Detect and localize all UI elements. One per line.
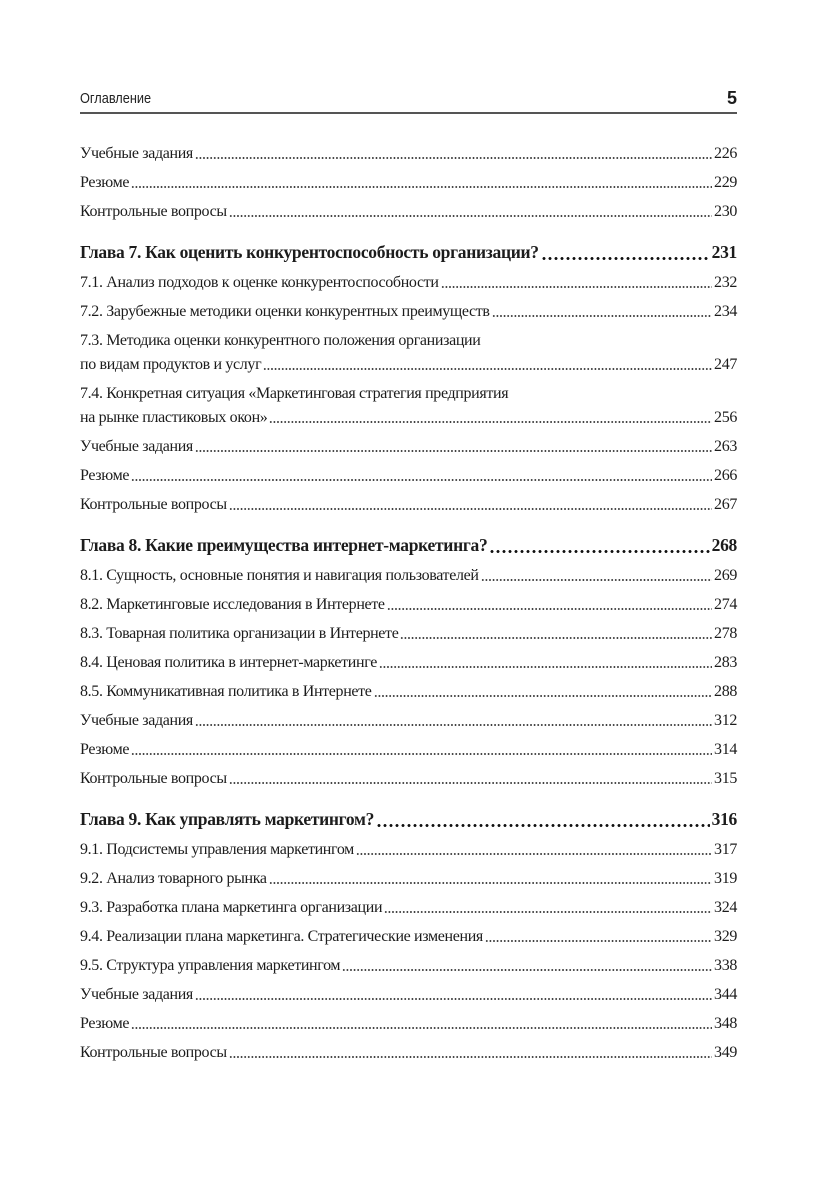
dot-leader [195,719,712,727]
toc-entry-title: 7.4. Конкретная ситуация «Маркетинговая стратегия предприятия [80,385,509,402]
dot-leader [356,848,712,856]
toc-entry-page: 348 [714,1015,737,1032]
dot-leader [387,603,712,611]
toc-entry-line [80,435,737,459]
toc-entry-title: 8.3. Товарная политика организации в Интернете [80,625,399,642]
toc-entry[interactable] [80,382,737,430]
toc-entry[interactable] [80,983,737,1007]
toc-entry-title: 9.2. Анализ товарного рынка [80,870,267,887]
toc-entry[interactable] [80,1041,737,1065]
toc-entry[interactable] [80,593,737,617]
toc-entry-line [80,709,737,733]
toc-entry-title: 9.1. Подсистемы управления маркетингом [80,841,354,858]
toc-entry-title: Глава 8. Какие преимущества интернет-маркетинга? [80,535,488,555]
dot-leader [229,777,712,785]
dot-leader [195,152,712,160]
dot-leader [400,632,712,640]
toc-entry-line [80,1041,737,1065]
toc-entry-line [80,493,737,517]
toc-entry[interactable] [80,329,737,377]
toc-entry-title: Контрольные вопросы [80,496,227,513]
toc-entry[interactable] [80,925,737,949]
toc-entry-page: 329 [714,928,737,945]
toc-entry-page: 269 [714,567,737,584]
toc-entry-page: 267 [714,496,737,513]
toc-entry-line [80,1012,737,1036]
toc-entry-title: Резюме [80,1015,130,1032]
toc-entry-title: Учебные задания [80,712,193,729]
toc-entry-title: на рынке пластиковых окон» [80,409,268,426]
toc-entry-page: 247 [714,356,737,373]
toc-entry[interactable] [80,709,737,733]
toc-entry-line [80,142,737,166]
toc-entry-line [80,238,737,267]
toc-entry-line [80,954,737,978]
toc-entry-line [80,983,737,1007]
toc-entry-line [80,680,737,704]
dot-leader [489,546,709,554]
dot-leader [441,281,712,289]
toc-entry-line [80,300,737,324]
toc-entry-title: 8.1. Сущность, основные понятия и навигация пользователей [80,567,479,584]
toc-entry-line [80,622,737,646]
dot-leader [492,310,712,318]
toc-entry[interactable] [80,838,737,862]
dot-leader [195,445,712,453]
toc-entry-title: 7.2. Зарубежные методики оценки конкурентных преимуществ [80,303,490,320]
toc-entry[interactable] [80,200,737,224]
toc-entry-page: 316 [711,809,737,829]
dot-leader [229,1051,712,1059]
toc-entry-title: по видам продуктов и услуг [80,356,262,373]
toc-entry-page: 344 [714,986,737,1003]
toc-entry-line [80,406,737,430]
toc-entry-page: 232 [714,274,737,291]
toc-entry[interactable] [80,738,737,762]
toc-entry-title: 8.2. Маркетинговые исследования в Интернете [80,596,385,613]
page-number: 5 [726,88,737,108]
toc-entry-page: 288 [714,683,737,700]
dot-leader [131,748,712,756]
toc-entry-page: 266 [714,467,737,484]
toc-entry-title: 9.5. Структура управления маркетингом [80,957,341,974]
dot-leader [384,906,712,914]
dot-leader [485,935,712,943]
toc-entry-page: 314 [714,741,737,758]
dot-leader [269,877,712,885]
toc-entry[interactable] [80,171,737,195]
toc-entry-line [80,767,737,791]
toc-entry-page: 278 [714,625,737,642]
toc-entry[interactable] [80,651,737,675]
dot-leader [131,181,712,189]
dot-leader [481,574,712,582]
toc-entry-page: 274 [714,596,737,613]
toc-entry-page: 315 [714,770,737,787]
toc-entry-line [80,593,737,617]
running-header [80,88,737,114]
toc-entry-page: 349 [714,1044,737,1061]
dot-leader [541,253,710,261]
table-of-contents [80,142,737,1070]
toc-entry-title: 7.1. Анализ подходов к оценке конкурентоспособности [80,274,439,291]
dot-leader [376,820,710,828]
toc-entry-title: 7.3. Методика оценки конкурентного положения организации [80,332,481,349]
toc-entry-page: 230 [714,203,737,220]
toc-entry-line [80,738,737,762]
toc-entry[interactable] [80,954,737,978]
toc-entry-page: 268 [711,535,737,555]
toc-entry-title: 9.4. Реализации плана маркетинга. Стратегические изменения [80,928,483,945]
toc-entry-line [80,867,737,891]
toc-entry-line [80,329,737,353]
toc-entry[interactable] [80,142,737,166]
toc-entry-line [80,271,737,295]
toc-entry-page: 317 [714,841,737,858]
toc-entry-line [80,171,737,195]
toc-entry-line [80,382,737,406]
toc-entry-line [80,464,737,488]
toc-entry-page: 263 [714,438,737,455]
dot-leader [379,661,712,669]
toc-entry[interactable] [80,271,737,295]
toc-entry-page: 283 [714,654,737,671]
toc-entry-page: 226 [714,145,737,162]
toc-chapter-entry[interactable] [80,531,737,560]
toc-entry-page: 234 [714,303,737,320]
toc-entry-page: 312 [714,712,737,729]
dot-leader [131,474,712,482]
toc-entry-line [80,925,737,949]
toc-entry[interactable] [80,435,737,459]
toc-entry-title: Резюме [80,174,130,191]
toc-entry-title: Учебные задания [80,145,193,162]
dot-leader [229,210,712,218]
toc-entry-title: Контрольные вопросы [80,203,227,220]
toc-entry-title: Контрольные вопросы [80,1044,227,1061]
toc-entry-line [80,896,737,920]
toc-entry-title: Резюме [80,741,130,758]
toc-entry-page: 338 [714,957,737,974]
toc-entry-title: 9.3. Разработка плана маркетинга организации [80,899,383,916]
dot-leader [269,416,712,424]
dot-leader [263,363,712,371]
toc-entry[interactable] [80,767,737,791]
toc-entry-line [80,353,737,377]
toc-entry[interactable] [80,622,737,646]
toc-entry-title: Учебные задания [80,986,193,1003]
toc-entry[interactable] [80,493,737,517]
toc-entry[interactable] [80,564,737,588]
toc-entry-line [80,651,737,675]
toc-entry-title: 8.4. Ценовая политика в интернет-маркетинге [80,654,377,671]
dot-leader [195,993,712,1001]
toc-entry[interactable] [80,464,737,488]
toc-entry[interactable] [80,680,737,704]
toc-entry-page: 231 [711,242,737,262]
toc-entry-title: Глава 9. Как управлять маркетингом? [80,809,375,829]
toc-entry-title: Контрольные вопросы [80,770,227,787]
toc-entry[interactable] [80,867,737,891]
dot-leader [342,964,712,972]
dot-leader [374,690,712,698]
toc-entry-title: Глава 7. Как оценить конкурентоспособность организации? [80,242,539,262]
running-header-title: Оглавление [80,90,152,107]
toc-entry-line [80,838,737,862]
toc-entry[interactable] [80,1012,737,1036]
toc-entry-title: Учебные задания [80,438,193,455]
toc-entry-page: 319 [714,870,737,887]
dot-leader [131,1022,712,1030]
toc-entry[interactable] [80,896,737,920]
dot-leader [229,503,712,511]
toc-entry-title: Резюме [80,467,130,484]
toc-entry-page: 324 [714,899,737,916]
toc-entry-line [80,200,737,224]
toc-entry-page: 256 [714,409,737,426]
toc-entry-page: 229 [714,174,737,191]
toc-chapter-entry[interactable] [80,805,737,834]
toc-entry-line [80,531,737,560]
toc-entry-line [80,805,737,834]
toc-entry[interactable] [80,300,737,324]
toc-entry-title: 8.5. Коммуникативная политика в Интернете [80,683,372,700]
toc-chapter-entry[interactable] [80,238,737,267]
toc-entry-line [80,564,737,588]
